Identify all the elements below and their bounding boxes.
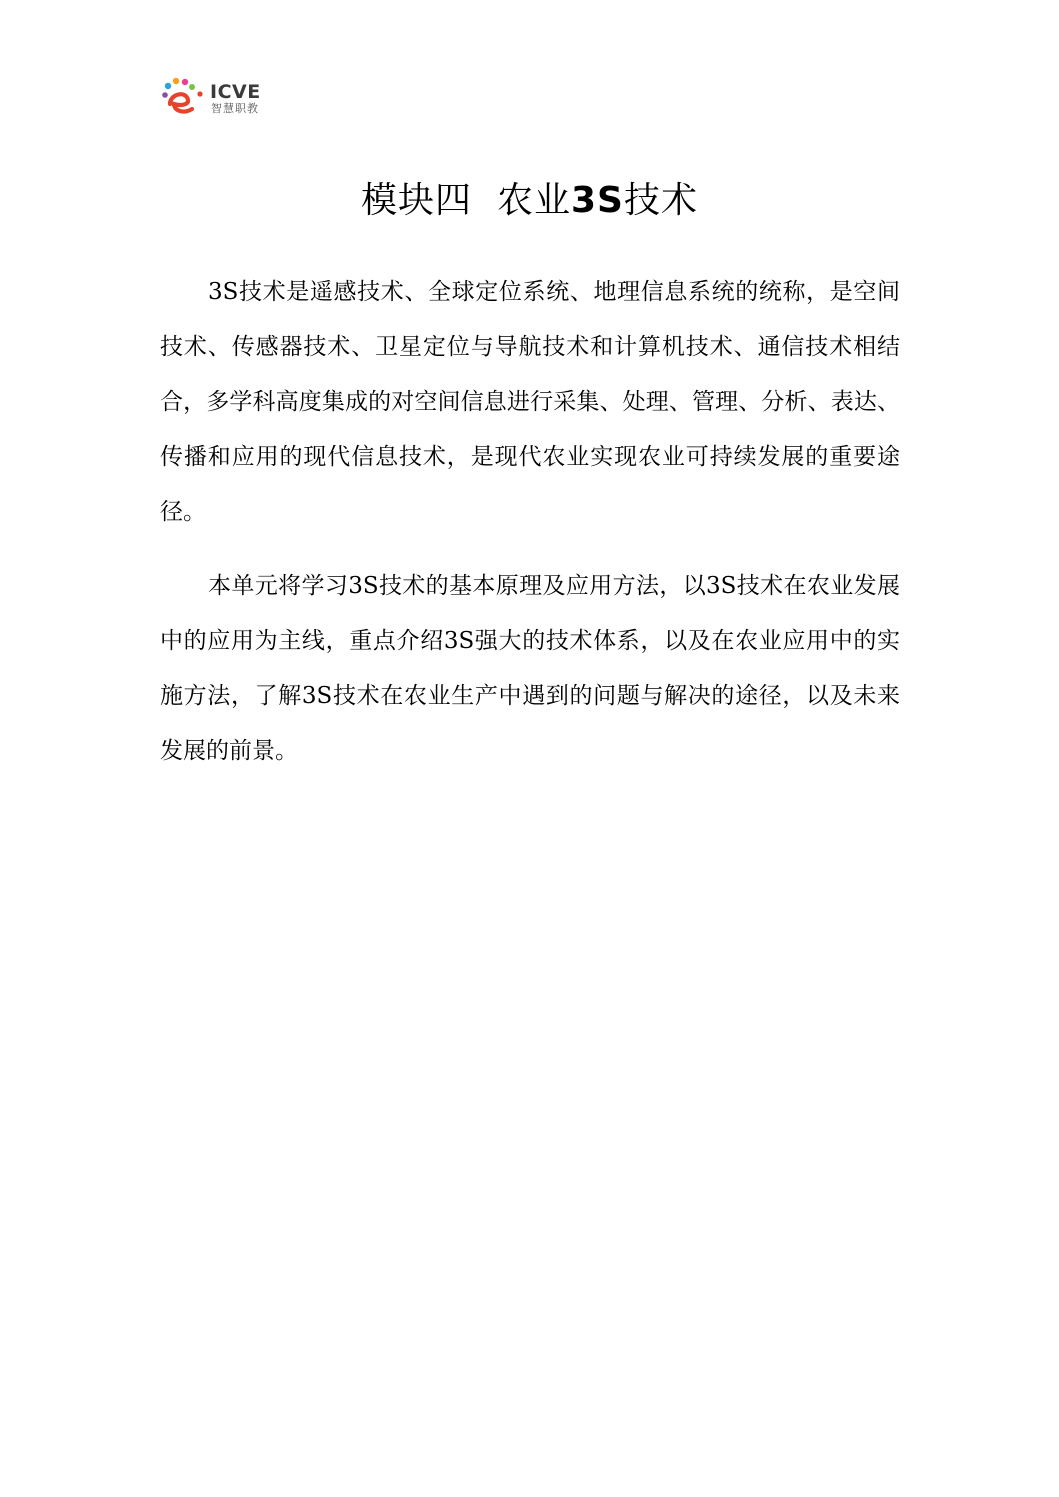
icve-logo <box>160 76 270 120</box>
logo-wordmark: ICVE <box>210 81 261 103</box>
title-space <box>472 180 497 221</box>
logo-subtitle: 智慧职教 <box>211 102 259 115</box>
title-technology: 技术 <box>623 180 698 221</box>
title-module: 模块四 <box>361 180 473 221</box>
logo-mark-icon <box>160 76 208 120</box>
paragraph-intro: 3S技术是遥感技术、全球定位系统、地理信息系统的统称，是空间技术、传感器技术、卫星定位与导航技术和计算机技术、通信技术相结合，多学科高度集成的对空间信息进行采集、处理、管理、分析、表达、传播和应用的现代信息技术，是现代农业实现农业可持续发展的重要途径。 <box>160 279 900 525</box>
title-3s: 3S <box>570 180 624 221</box>
paragraph-unit-overview: 本单元将学习3S技术的基本原理及应用方法，以3S技术在农业发展中的应用为主线，重点介绍3S强大的技术体系，以及在农业应用中的实施方法，了解3S技术在农业生产中遇到的问题与解决的途径，以及未来发展的前景。 <box>160 573 900 764</box>
page-title <box>0 176 1059 226</box>
title-agriculture: 农业 <box>496 180 571 221</box>
